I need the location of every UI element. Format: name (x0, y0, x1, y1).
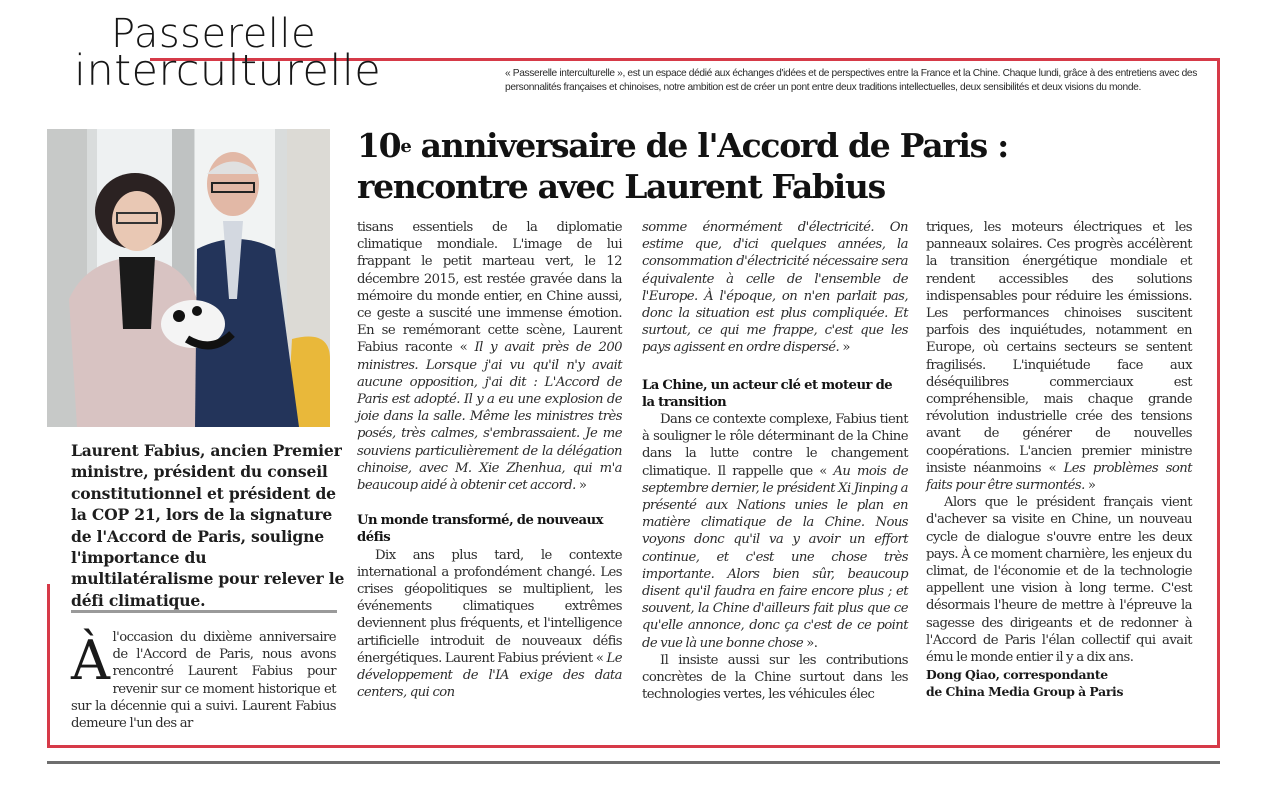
quote-continued (642, 219, 908, 357)
quote-close: » (839, 340, 850, 356)
headline-line2: rencontre avec Laurent Fabius (357, 167, 885, 206)
lead-text-part2: tisans essentiels de la diplomatie climatique mondiale. L'image de lui frappant le petit marteau vert, le 12 décembre 2015, est restée gravée dans la mémoire du monde entier, en Chine aussi, ce geste a suscité une immense émotion. En se remémorant cette scène, Laurent Fabius raconte « (357, 220, 622, 356)
lead-text-part1: l'occasion du dixième anniversaire de l'Accord de Paris, nous avons rencontré Laurent Fabius pour revenir sur ce moment historique et sur la décennie qui a suivi. Laurent Fabius demeure l'un des ar (71, 630, 336, 732)
frame-border-right (1217, 58, 1220, 748)
page-bottom-rule (47, 761, 1220, 764)
photo-illustration (47, 129, 330, 427)
article-column-4 (926, 219, 1192, 700)
paragraph-contributions (642, 652, 908, 704)
section-logo-line2: interculturelle (74, 46, 382, 96)
section-intro: « Passerelle interculturelle », est un espace dédié aux échanges d'idées et de perspectives entre la France et la Chine. Chaque lundi, grâce à des entretiens avec des personnalités françaises et chinoises, notre ambition est de créer un pont entre deux traditions intellectuelles, deux sensibilités et deux visions du monde. (505, 68, 1197, 93)
quote-fabius-4: Les problèmes sont faits pour être surmontés. (926, 460, 1192, 494)
article-column-2 (357, 219, 622, 701)
article-photo (47, 129, 330, 427)
article-headline (357, 125, 1008, 207)
section-logo-line1: Passerelle (111, 11, 317, 57)
quote-close: ». (803, 635, 818, 651)
paragraph-contexte-text: Dix ans plus tard, le contexte international a profondément changé. Les crises géopolitiques se multiplient, les événements climatiques extrêmes deviennent plus fréquents, et l'intelligence artificielle introduit de nouveaux défis énergétiques. Laurent Fabius prévient « (357, 547, 622, 666)
paragraph-chine-text: Dans ce contexte complexe, Fabius tient à souligner le rôle déterminant de la Chine dans la lutte contre le changement climatique. Il rappelle que « (642, 412, 908, 479)
paragraph-contexte (357, 547, 622, 702)
paragraph-conclusion: Alors que le président français vient d'achever sa visite en Chine, un nouveau cycle de dialogue s'ouvre entre les deux pays. À ce moment charnière, les enjeux du climat, de l'économie et de la technologie appellent une vision à long terme. C'est désormais l'heure de mettre à l'épreuve la sagesse des dirigeants et de redonner à l'Accord de Paris l'élan collectif qui avait ému le monde entier il y a dix ans. (926, 495, 1192, 666)
quote-close: » (1084, 478, 1096, 494)
paragraph-contributions-continued (926, 219, 1192, 494)
quote-fabius-2-part1: Le développement de l'IA exige des data centers, qui con (357, 650, 622, 701)
quote-fabius-3: Au mois de septembre dernier, le président Xi Jinping a présenté aux Nations unies le plan en matière climatique de la Chine. Nous voyons donc qu'il va y avoir un effort continue, et c'est une chose très importante. Alors bien sûr, beaucoup disent qu'il faudra en faire encore plus ; et souvent, la Chine d'ailleurs fait plus que ce qu'elle annonce, donc ça c'est de ce point de vue là une bonne chose (642, 463, 908, 651)
paragraph-contributions-part1: Il insiste aussi sur les contributions concrètes de la Chine surtout dans les technologies vertes, les véhicules élec (642, 652, 908, 703)
headline-line1: anniversaire de l'Accord de Paris : (410, 126, 1008, 165)
quote-close: » (575, 478, 587, 494)
paragraph-chine (642, 411, 908, 652)
quote-fabius-2-part2: somme énormément d'électricité. On estime que, d'ici quelques années, la consommation d'électricité nécessaire sera équivalente à celle de l'ensemble de l'Europe. À l'époque, on n'en parlait pas, donc la situation est plus compliquée. Et surtout, ce qui me frappe, c'est que les pays agissent en ordre dispersé. (642, 220, 908, 356)
article-column-1 (71, 629, 336, 732)
paragraph-contributions-part2: triques, les moteurs électriques et les panneaux solaires. Ces progrès accélèrent la transition énergétique mondiale et rendent accessibles des solutions indispensables pour réduire les émissions. Les performances chinoises suscitent parfois des inquiétudes, notamment en Europe, où certains secteurs se sentent fragilisés. L'inquiétude face aux déséquilibres commerciaux est compréhensible, mais chaque grande révolution industrielle crée des tensions avant de générer de nouvelles coopérations. L'ancien premier ministre insiste néanmoins « (926, 220, 1192, 476)
lead-continued (357, 219, 622, 494)
photo-caption: Laurent Fabius, ancien Premier ministre, président du conseil constitutionnel et président de la COP 21, lors de la signature de l'Accord de Paris, souligne l'importance du multilatéralisme pour relever le défi climatique. (71, 441, 345, 610)
author-signature-affiliation: de China Media Group à Paris (926, 684, 1124, 700)
frame-border-bottom (47, 745, 1220, 748)
frame-border-left (47, 584, 50, 748)
subheading-monde-transforme: Un monde transformé, de nouveaux défis (357, 513, 603, 546)
author-signature-name: Dong Qiao, correspondante (926, 667, 1108, 683)
drop-cap: À (71, 629, 110, 692)
article-column-3 (642, 219, 908, 703)
caption-divider (71, 610, 337, 613)
quote-fabius-1: Il y avait près de 200 ministres. Lorsque j'ai vu qu'il n'y avait aucune opposition, j'ai dit : L'Accord de Paris est adopté. Il y a eu une explosion de joie dans la salle. Même les ministres très posés, très calmes, s'embrassaient. Je me souviens particulièrement de la délégation chinoise, avec M. Xie Zhenhua, qui m'a beaucoup aidé à obtenir cet accord. (357, 340, 622, 494)
headline-ordinal: 10 (357, 126, 401, 165)
article-lead-paragraph (71, 629, 336, 732)
headline-ordinal-suffix: e (400, 136, 411, 157)
subheading-chine-acteur-cle: La Chine, un acteur clé et moteur de la transition (642, 377, 893, 410)
section-logo (74, 11, 382, 96)
